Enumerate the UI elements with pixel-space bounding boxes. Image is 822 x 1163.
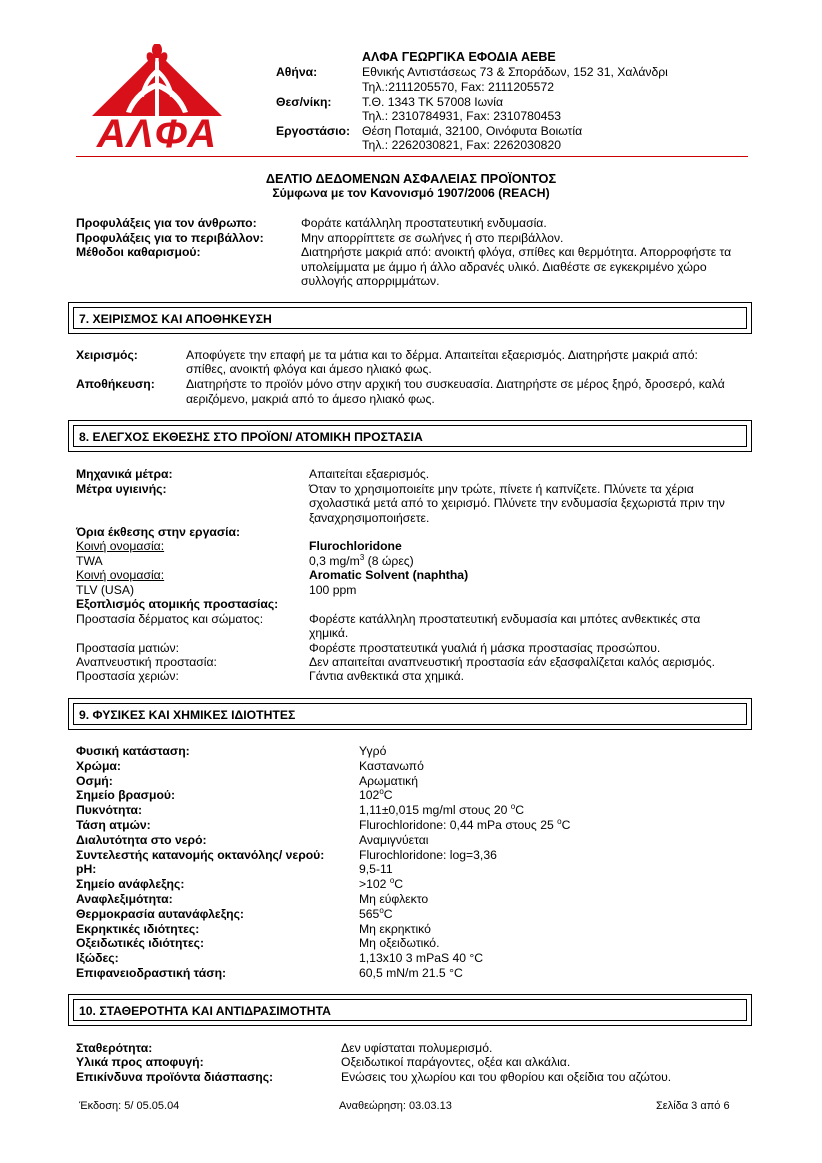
ppe-skin-label: Προστασία δέρματος και σώματος:: [76, 612, 264, 626]
section-8-header: [68, 420, 752, 452]
hygiene-text-2: σχολαστικά μετά από το χειρισμό. Πλύνετε την ενδυμασία ξεχωριστά πριν την: [309, 496, 725, 510]
storage-text-1: Διατηρήστε το προϊόν μόνο στην αρχική του συσκευασία. Διατηρήστε σε μέρος ξηρό, δροσερό, καλά: [186, 377, 725, 391]
intro-label-environment: Προφυλάξεις για το περιβάλλον:: [76, 231, 264, 245]
location-factory-line1: Θέση Ποταμιά, 32100, Οινόφυτα Βοιωτία: [362, 124, 583, 138]
avoid-materials-value: Οξειδωτικοί παράγοντες, οξέα και αλκάλια.: [341, 1055, 571, 1069]
intro-label-human: Προφυλάξεις για τον άνθρωπο:: [76, 216, 257, 230]
property-label: Οξειδωτικές ιδιότητες:: [76, 936, 205, 951]
ppe-hands-text: Γάντια ανθεκτικά στα χημικά.: [309, 669, 465, 683]
property-value: Αρωματική: [359, 773, 419, 788]
property-label: Φυσική κατάσταση:: [76, 744, 190, 758]
header-divider: [76, 156, 748, 157]
section-9-title: 9. ΦΥΣΙΚΕΣ ΚΑΙ ΧΗΜΙΚΕΣ ΙΔΙΟΤΗΤΕΣ: [73, 703, 747, 725]
property-value: 565$^o$C: [359, 905, 393, 921]
hygiene-text-3: ξαναχρησιμοποιήσετε.: [309, 511, 430, 525]
property-value: Flurochloridone: 0,44 mPa στους 25 $^o$C: [359, 816, 571, 832]
common-name-label-2: Κοινή ονομασία:: [76, 568, 165, 582]
company-logo: [84, 44, 230, 156]
property-value: 9,5-11: [359, 862, 393, 877]
substance-name-2: Aromatic Solvent (naphtha): [309, 568, 469, 582]
avoid-materials-label: Υλικά προς αποφυγή:: [76, 1055, 204, 1069]
section-10-title: 10. ΣΤΑΘΕΡΟΤΗΤΑ ΚΑΙ ΑΝΤΙΔΡΑΣΙΜΟΤΗΤΑ: [73, 999, 747, 1021]
section-8-title: 8. ΕΛΕΓΧΟΣ ΕΚΘΕΣΗΣ ΣΤΟ ΠΡΟΪΟΝ/ ΑΤΟΜΙΚΗ ΠΡΟΣΤΑΣΙΑ: [73, 425, 747, 447]
location-label-athens: Αθήνα:: [276, 65, 318, 79]
location-thessaloniki-line2: Τηλ.: 2310784931, Fax: 2310780453: [362, 109, 562, 123]
footer-revision: Αναθεώρηση: 03.03.13: [339, 1100, 452, 1112]
section-10-header: [68, 994, 752, 1026]
location-athens-line1: Εθνικής Αντιστάσεως 73 & Σποράδων, 152 31, Χαλάνδρι: [362, 65, 668, 79]
mech-label: Μηχανικά μέτρα:: [76, 467, 173, 481]
footer-page: Σελίδα 3 από 6: [656, 1100, 730, 1112]
property-label: Ιξώδες:: [76, 951, 119, 966]
document-title: ΔΕΛΤΙΟ ΔΕΔΟΜΕΝΩΝ ΑΣΦΑΛΕΙΑΣ ΠΡΟΪΟΝΤΟΣ: [265, 171, 557, 186]
substance-name-1: Flurochloridone: [309, 539, 402, 553]
ppe-respiratory-text: Δεν απαιτείται αναπνευστική προστασία εάν εξασφαλίζεται καλός αερισμός.: [309, 655, 715, 669]
property-value: Μη οξειδωτικό.: [359, 936, 440, 951]
property-value: Υγρό: [359, 744, 387, 758]
ppe-label: Εξοπλισμός ατομικής προστασίας:: [76, 597, 279, 611]
property-value: Flurochloridone: log=3,36: [359, 847, 497, 862]
handling-label: Χειρισμός:: [76, 348, 138, 362]
property-value: Μη εύφλεκτο: [359, 892, 429, 906]
property-value: 1,13x10 3 mPaS 40 °C: [359, 951, 484, 966]
property-value: Καστανωπό: [359, 758, 424, 773]
intro-text-cleanup-2: υπολείμματα με άμμο ή άλλο αδρανές υλικό. Διαθέστε σε εγκεκριμένο χώρο: [301, 260, 707, 274]
ppe-skin-text-2: χημικά.: [309, 626, 349, 640]
property-label: Οσμή:: [76, 773, 113, 788]
tlv-label: TLV (USA): [76, 583, 135, 597]
hygiene-text-1: Όταν το χρησιμοποιείτε μην τρώτε, πίνετε ή καπνίζετε. Πλύνετε τα χέρια: [309, 482, 694, 496]
location-athens-line2: Τηλ.:2111205570, Fax: 2111205572: [362, 80, 554, 94]
property-label: Εκρηκτικές ιδιότητες:: [76, 921, 200, 936]
ppe-hands-label: Προστασία χεριών:: [76, 669, 179, 683]
property-value: >102 $^o$C: [359, 876, 404, 892]
property-label: Σημείο βρασμού:: [76, 788, 176, 803]
property-label: Συντελεστής κατανομής οκτανόλης/ νερού:: [76, 847, 325, 862]
property-label: Αναφλεξιμότητα:: [76, 892, 173, 906]
intro-text-human: Φοράτε κατάλληλη προστατευτική ενδυμασία.: [301, 216, 547, 230]
property-label: Διαλυτότητα στο νερό:: [76, 832, 207, 847]
company-name: ΑΛΦΑ ΓΕΩΡΓΙΚΑ ΕΦΟΔΙΑ ΑΕΒΕ: [362, 50, 556, 64]
intro-label-cleanup: Μέθοδοι καθαρισμού:: [76, 245, 201, 259]
location-label-factory: Εργοστάσιο:: [276, 124, 351, 138]
decomposition-label: Επικίνδυνα προϊόντα διάσπασης:: [76, 1070, 274, 1084]
ppe-respiratory-label: Αναπνευστική προστασία:: [76, 655, 217, 669]
property-label: Χρώμα:: [76, 758, 121, 773]
decomposition-value: Ενώσεις του χλωρίου και του φθορίου και οξείδια του αζώτου.: [341, 1070, 672, 1084]
property-label: Πυκνότητα:: [76, 803, 143, 818]
handling-text-2: σπίθες, ανοικτή φλόγα και άμεσο ηλιακό φως.: [186, 362, 432, 376]
section-9-header: [68, 698, 752, 730]
intro-text-cleanup-3: συλλογής απορριμμάτων.: [301, 274, 440, 288]
handling-text-1: Αποφύγετε την επαφή με τα μάτια και το δέρμα. Απαιτείται εξαερισμός. Διατηρήστε μακριά από:: [186, 348, 698, 362]
intro-text-cleanup-1: Διατηρήστε μακριά από: ανοικτή φλόγα, σπίθες και θερμότητα. Απορροφήστε τα: [301, 245, 732, 259]
ppe-eyes-text: Φορέστε προστατευτικά γυαλιά ή μάσκα προστασίας προσώπου.: [309, 641, 661, 655]
footer-edition: Έκδοση: 5/ 05.05.04: [79, 1100, 180, 1112]
property-label: Τάση ατμών:: [76, 818, 151, 832]
property-label: pH:: [76, 862, 97, 877]
mech-text: Απαιτείται εξαερισμός.: [309, 467, 430, 481]
property-value: 1,11±0,015 mg/ml στους 20 $^o$C: [359, 802, 525, 818]
property-value: 60,5 mN/m 21.5 °C: [359, 966, 463, 980]
common-name-label-1: Κοινή ονομασία:: [76, 539, 165, 553]
intro-text-environment: Μην απορρίπτετε σε σωλήνες ή στο περιβάλλον.: [301, 231, 564, 245]
section-7-title: 7. ΧΕΙΡΙΣΜΟΣ ΚΑΙ ΑΠΟΘΗΚΕΥΣΗ: [73, 307, 747, 329]
storage-label: Αποθήκευση:: [76, 377, 155, 391]
location-factory-line2: Τηλ.: 2262030821, Fax: 2262030820: [362, 138, 562, 152]
ppe-eyes-label: Προστασία ματιών:: [76, 641, 179, 655]
storage-text-2: αεριζόμενο, μακριά από το άμεσο ηλιακό φως.: [186, 392, 435, 406]
document-subtitle: Σύμφωνα με τον Κανονισμό 1907/2006 (REACH): [272, 186, 550, 200]
hygiene-label: Μέτρα υγιεινής:: [76, 482, 167, 496]
property-label: Θερμοκρασία αυτανάφλεξης:: [76, 906, 244, 921]
location-label-thessaloniki: Θεσ/νίκη:: [276, 95, 332, 109]
stability-value: Δεν υφίσταται πολυμερισμό.: [341, 1041, 493, 1055]
stability-label: Σταθερότητα:: [76, 1041, 153, 1055]
property-label: Επιφανειοδραστική τάση:: [76, 966, 227, 980]
limits-label: Όρια έκθεσης στην εργασία:: [76, 525, 241, 539]
location-thessaloniki-line1: Τ.Θ. 1343 ΤΚ 57008 Ιωνία: [362, 95, 504, 109]
property-value: 102$^o$C: [359, 787, 393, 803]
twa-value: 0,3 $mg/m^3$ (8 ώρες): [309, 552, 414, 568]
property-label: Σημείο ανάφλεξης:: [76, 877, 185, 892]
section-7-header: [68, 302, 752, 334]
property-value: Μη εκρηκτικό: [359, 921, 431, 936]
ppe-skin-text-1: Φορέστε κατάλληλη προστατευτική ενδυμασία και μπότες ανθεκτικές στα: [309, 612, 701, 626]
property-value: Αναμιγνύεται: [359, 832, 429, 847]
logo-text: ΑΛΦΑ: [96, 112, 218, 156]
tlv-value: 100 ppm: [309, 583, 357, 597]
twa-label: TWA: [76, 554, 103, 568]
